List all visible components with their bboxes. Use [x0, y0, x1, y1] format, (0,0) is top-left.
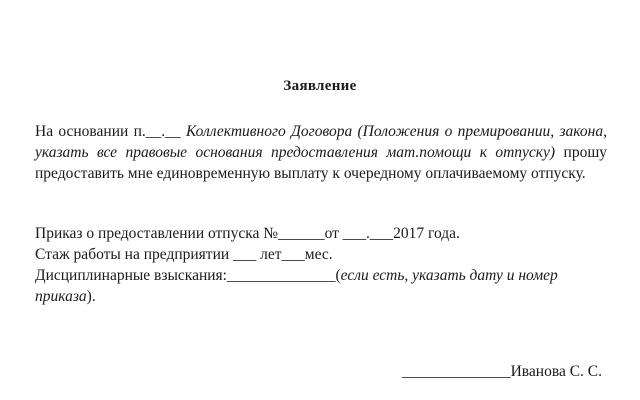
disciplinary-line-italic: если есть, указать дату и номер приказа	[35, 267, 558, 305]
disciplinary-line-start: Дисциплинарные взыскания:______________(	[35, 267, 341, 284]
paragraph-basis-italic: Коллективного Договора (Положения о премировании, закона, указать все правовые основания предоставления мат.помощи к отпуску)	[35, 123, 607, 161]
paragraph-basis-end: прошу предоставить мне единовременную выплату к очередному оплачиваемому отпуску.	[35, 144, 607, 182]
paragraph-basis-start: На основании п.__.__	[35, 123, 186, 140]
paragraph-details	[35, 223, 607, 307]
work-experience-line: Стаж работы на предприятии ___ лет___мес.	[35, 246, 333, 263]
vacation-order-line: Приказ о предоставлении отпуска №______от ___.___2017 года.	[35, 225, 460, 242]
disciplinary-line	[35, 267, 558, 305]
paragraph-basis	[35, 121, 607, 184]
disciplinary-line-end: ).	[86, 288, 96, 305]
document-title: Заявление	[283, 78, 357, 94]
signature-line: ______________Иванова С. С.	[402, 363, 602, 380]
